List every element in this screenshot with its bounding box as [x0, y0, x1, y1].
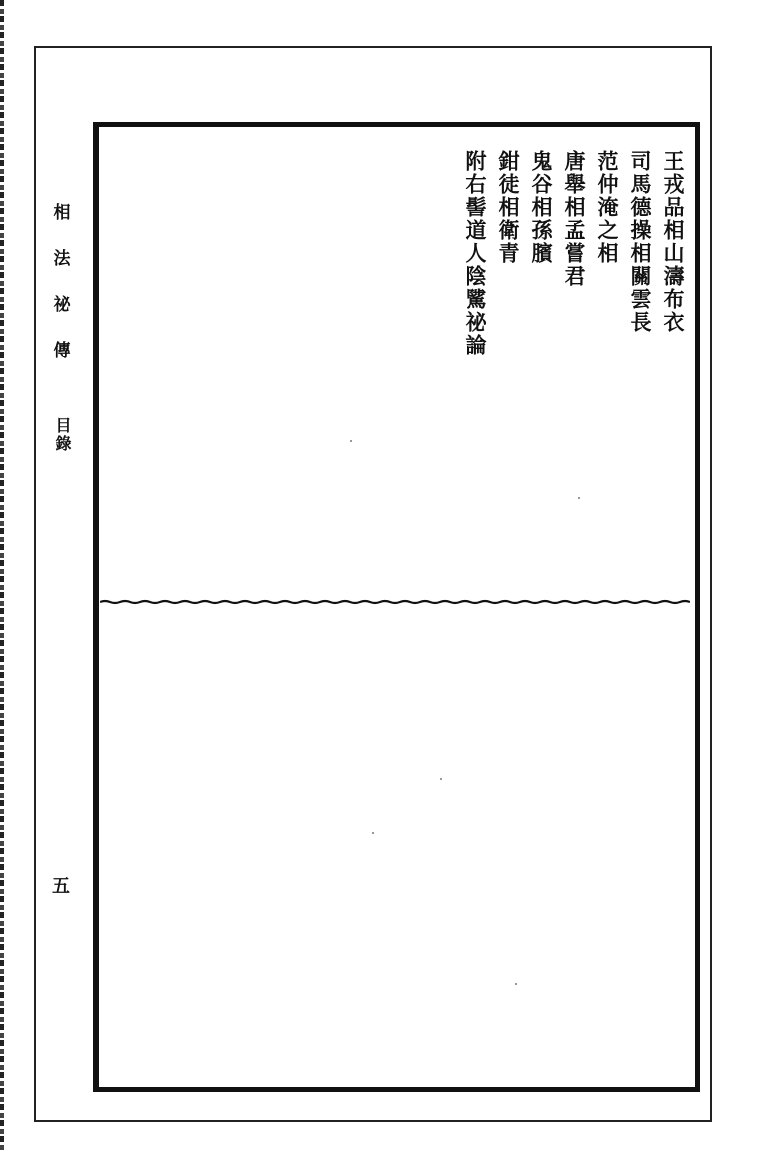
- toc-entry: 司馬德操相關雲長: [628, 150, 653, 334]
- scan-speck: [350, 440, 352, 442]
- scan-speck: [372, 832, 374, 834]
- scan-speck: [515, 983, 517, 985]
- toc-entry: 鬼谷相孫臏: [529, 150, 554, 265]
- book-title-char: 法: [53, 249, 71, 269]
- scan-speck: [440, 778, 442, 780]
- book-title: [48, 205, 76, 402]
- book-title-char: 傳: [53, 341, 71, 361]
- toc-entry: 唐舉相孟嘗君: [562, 150, 587, 288]
- toc-entry: 范仲淹之相: [595, 150, 620, 265]
- book-title-char: 相: [53, 203, 71, 223]
- scan-edge: [0, 0, 4, 1150]
- section-label: 目錄: [53, 417, 72, 453]
- toc-entry: 王戎品相山濤布衣: [661, 150, 686, 334]
- toc-entry: 鉗徒相衛青: [496, 150, 521, 265]
- book-title-char: 祕: [53, 295, 71, 315]
- page-number: 五: [52, 876, 70, 897]
- toc-entry: 附右髻道人陰騭祕論: [463, 150, 488, 357]
- fold-line: [100, 599, 690, 605]
- scan-speck: [578, 497, 580, 499]
- table-of-contents: [430, 150, 690, 450]
